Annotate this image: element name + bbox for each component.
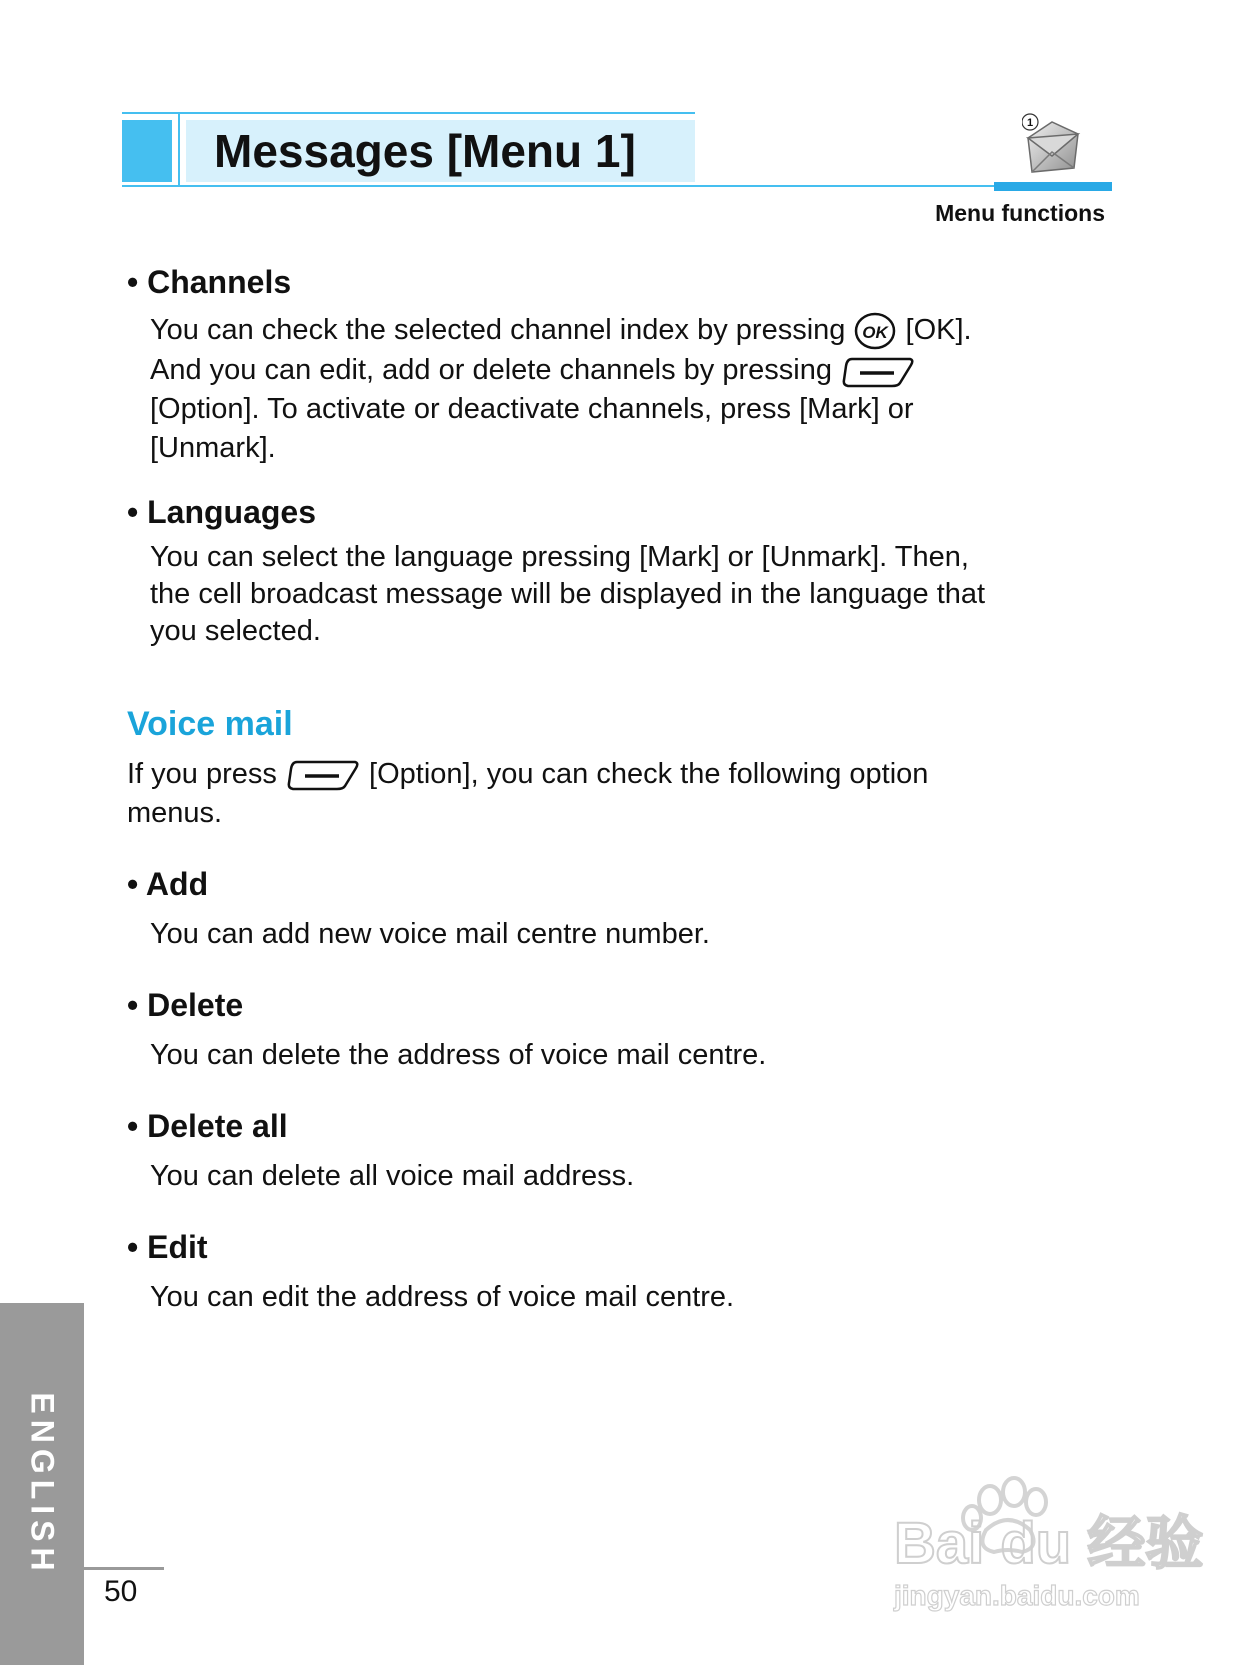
channels-paragraph (150, 311, 1090, 468)
languages-heading: • Languages (127, 494, 317, 530)
add-text: You can add new voice mail centre number. (150, 918, 710, 950)
channels-heading: • Channels (127, 264, 292, 300)
voice-mail-intro-a: If you press (127, 758, 277, 790)
edit-text: You can edit the address of voice mail centre. (150, 1281, 735, 1313)
languages-paragraph (150, 539, 1090, 650)
delete-heading: • Delete (127, 987, 244, 1023)
voice-mail-intro-b: [Option], you can check the following option (369, 758, 929, 790)
channels-text-line1a: You can check the selected channel index by pressing (150, 314, 846, 346)
menu-badge: 1 (1026, 117, 1034, 129)
languages-text-line3: you selected. (150, 615, 321, 647)
header-bottom-rule (122, 185, 1112, 187)
watermark-url: jingyan.baidu.com (894, 1580, 1140, 1611)
delete-all-text: You can delete all voice mail address. (150, 1160, 635, 1192)
delete-all-heading: • Delete all (127, 1108, 288, 1144)
header-accent-square (122, 120, 172, 182)
voice-mail-intro (127, 755, 1067, 833)
voice-mail-intro-c: menus. (127, 797, 223, 829)
languages-text-line2: the cell broadcast message will be displayed in the language that (150, 578, 986, 610)
channels-text-line3: [Option]. To activate or deactivate channels, press [Mark] or (150, 393, 914, 426)
soft-key-icon (840, 354, 916, 390)
channels-text-line4: [Unmark]. (150, 432, 276, 465)
watermark-brand: Bai du 经验 (894, 1511, 1204, 1576)
page-number: 50 (104, 1575, 138, 1608)
channels-text-line1b: [OK]. (905, 314, 972, 346)
section-label: Menu functions (935, 200, 1105, 226)
ok-key-icon (853, 311, 897, 351)
page-title: Messages [Menu 1] (214, 125, 636, 177)
page-number-rule (84, 1567, 164, 1570)
add-heading: • Add (127, 866, 209, 902)
header-divider (178, 112, 180, 187)
header-top-rule (122, 112, 695, 114)
header-accent-bar (994, 182, 1112, 191)
channels-text-line2: And you can edit, add or delete channels by pressing (150, 354, 832, 387)
svg-text:OK: OK (862, 323, 889, 343)
envelope-icon (1022, 112, 1084, 178)
languages-text-line1: You can select the language pressing [Mark] or [Unmark]. Then, (150, 541, 969, 573)
delete-text: You can delete the address of voice mail centre. (150, 1039, 767, 1071)
soft-key-icon (285, 757, 361, 793)
language-side-tab-label: ENGLISH (24, 1391, 61, 1577)
voice-mail-heading: Voice mail (127, 705, 293, 743)
edit-heading: • Edit (127, 1229, 208, 1265)
